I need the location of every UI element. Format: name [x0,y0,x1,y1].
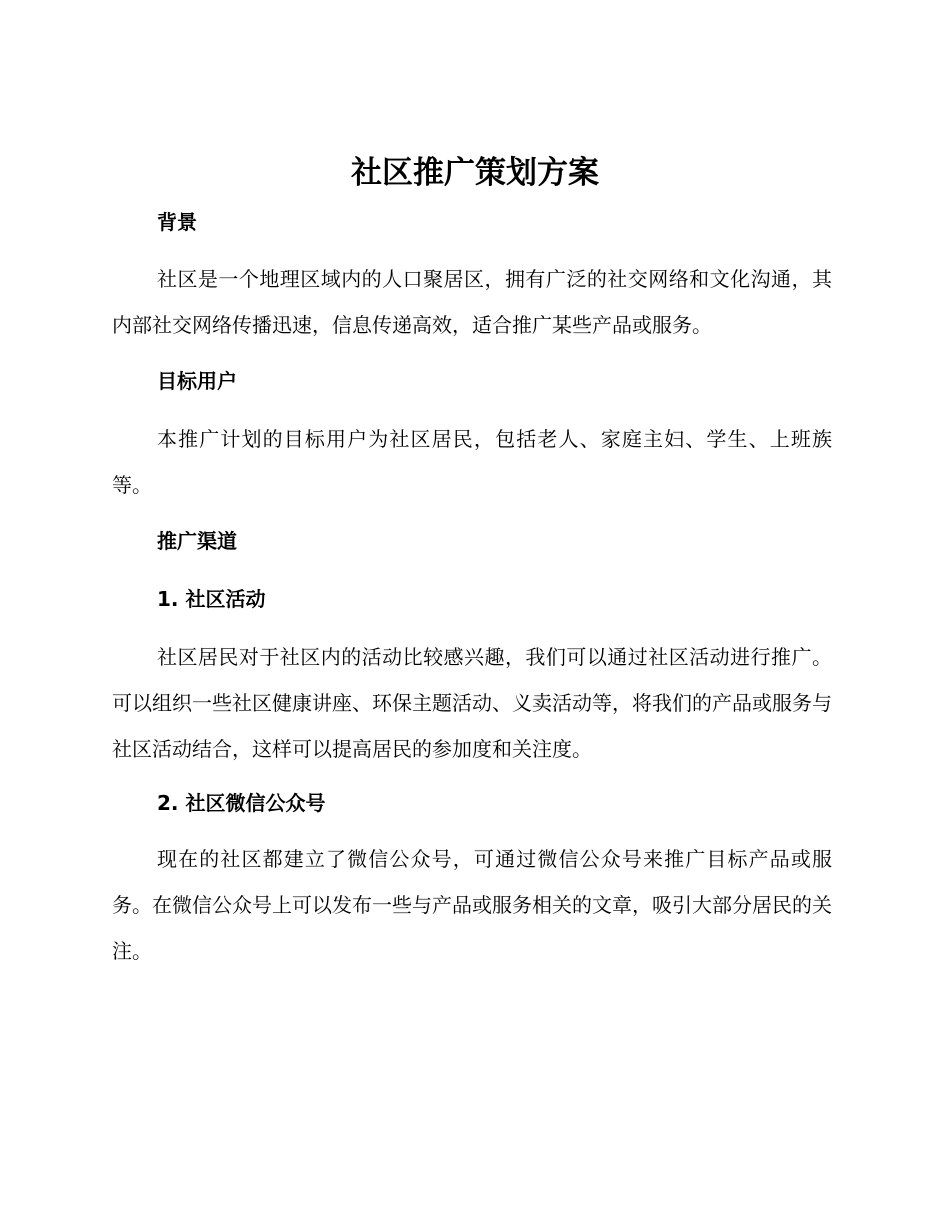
section-heading-wechat-account: 2. 社区微信公众号 [157,791,326,815]
document-title: 社区推广策划方案 [351,155,599,191]
section-heading-background: 背景 [157,210,197,234]
section-heading-promotion-channels: 推广渠道 [157,529,237,553]
section-paragraph-target-users: 本推广计划的目标用户为社区居民，包括老人、家庭主妇、学生、上班族等。 [112,427,832,497]
section-heading-target-users: 目标用户 [157,369,237,393]
section-heading-community-events: 1. 社区活动 [157,587,266,611]
section-paragraph-background: 社区是一个地理区域内的人口聚居区，拥有广泛的社交网络和文化沟通，其内部社交网络传播迅速，信息传递高效，适合推广某些产品或服务。 [112,267,832,337]
section-paragraph-community-events: 社区居民对于社区内的活动比较感兴趣，我们可以通过社区活动进行推广。可以组织一些社区健康讲座、环保主题活动、义卖活动等，将我们的产品或服务与社区活动结合，这样可以提高居民的参加度和关注度。 [112,645,832,761]
section-paragraph-wechat-account: 现在的社区都建立了微信公众号，可通过微信公众号来推广目标产品或服务。在微信公众号上可以发布一些与产品或服务相关的文章，吸引大部分居民的关注。 [112,847,832,963]
